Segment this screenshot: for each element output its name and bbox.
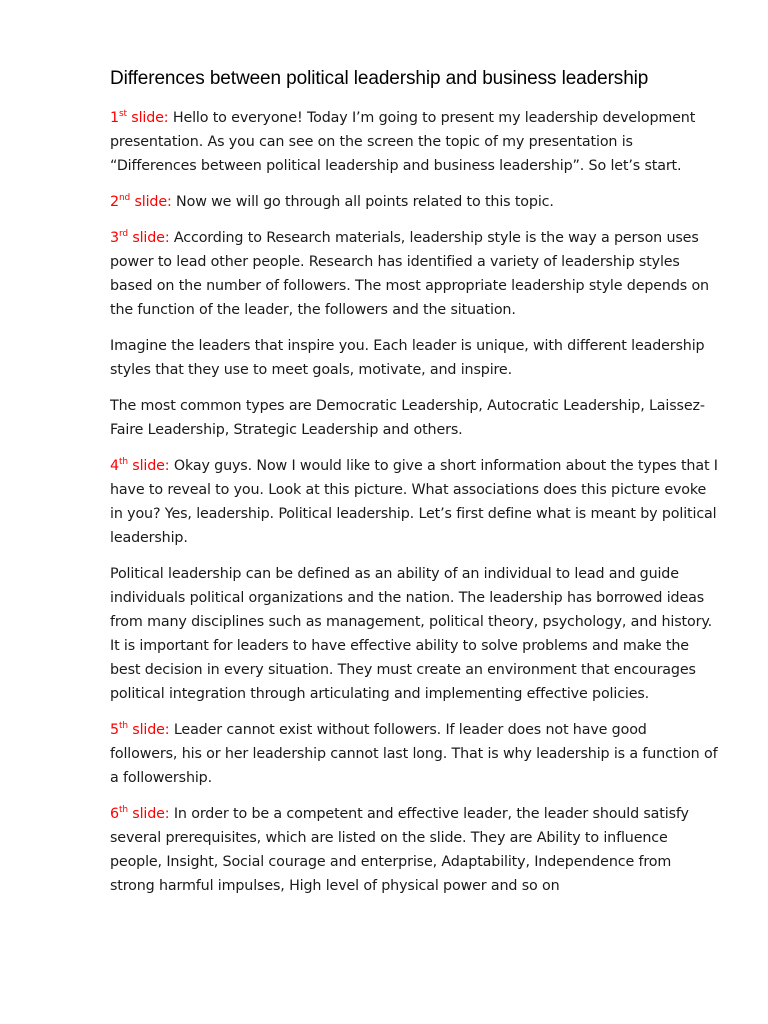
paragraph-text: Now we will go through all points related to this topic.: [171, 194, 554, 210]
paragraph-text: Okay guys. Now I would like to give a short information about the types that I have to reveal to you. Look at this picture. What associations does this picture evoke in you? Yes, leadership. Political leadership. Let’s first define what is meant by political leadership.: [110, 458, 718, 546]
paragraph-text: Leader cannot exist without followers. If leader does not have good followers, his or her leadership cannot last long. That is why leadership is a function of a followership.: [110, 722, 718, 786]
paragraph-slide-4: [110, 454, 718, 550]
paragraph-text: According to Research materials, leadership style is the way a person uses power to lead other people. Research has identified a variety of leadership styles based on the number of followers. The most appropriate leadership style depends on the function of the leader, the followers and the situation.: [110, 230, 709, 318]
slide-label-2: 2nd slide:: [110, 193, 172, 210]
paragraph-text: In order to be a competent and effective leader, the leader should satisfy several prerequisites, which are listed on the slide. They are Ability to influence people, Insight, Social courage and enterprise, Adaptability, Independence from strong harmful impulses, High level of physical power and so on: [110, 806, 689, 894]
slide-label-4: 4th slide:: [110, 457, 170, 474]
paragraph-common-types: The most common types are Democratic Leadership, Autocratic Leadership, Laissez-Faire Leadership, Strategic Leadership and others.: [110, 398, 705, 438]
paragraph-text: Hello to everyone! Today I’m going to present my leadership development presentation. As you can see on the screen the topic of my presentation is “Differences between political leadership and business leadership”. So let’s start.: [110, 110, 696, 174]
paragraph-slide-3: [110, 226, 718, 322]
paragraph-slide-6: [110, 802, 718, 898]
document-title: Differences between political leadership and business leadership: [110, 68, 649, 89]
paragraph-slide-1: [110, 106, 718, 178]
paragraph-slide-5: [110, 718, 718, 790]
slide-label-6: 6th slide:: [110, 805, 170, 822]
slide-label-5: 5th slide:: [110, 721, 170, 738]
slide-label-1: 1st slide:: [110, 109, 169, 126]
paragraph-leaders-inspire: Imagine the leaders that inspire you. Each leader is unique, with different leadership styles that they use to meet goals, motivate, and inspire.: [110, 338, 705, 378]
document-page: [110, 66, 718, 910]
slide-label-3: 3rd slide:: [110, 229, 170, 246]
paragraph-slide-2: [110, 190, 718, 214]
paragraph-political-leadership: Political leadership can be defined as an ability of an individual to lead and guide individuals political organizations and the nation. The leadership has borrowed ideas from many disciplines such as management, political theory, psychology, and history. It is important for leaders to have effective ability to solve problems and make the best decision in every situation. They must create an environment that encourages political integration through articulating and implementing effective policies.: [110, 566, 712, 702]
